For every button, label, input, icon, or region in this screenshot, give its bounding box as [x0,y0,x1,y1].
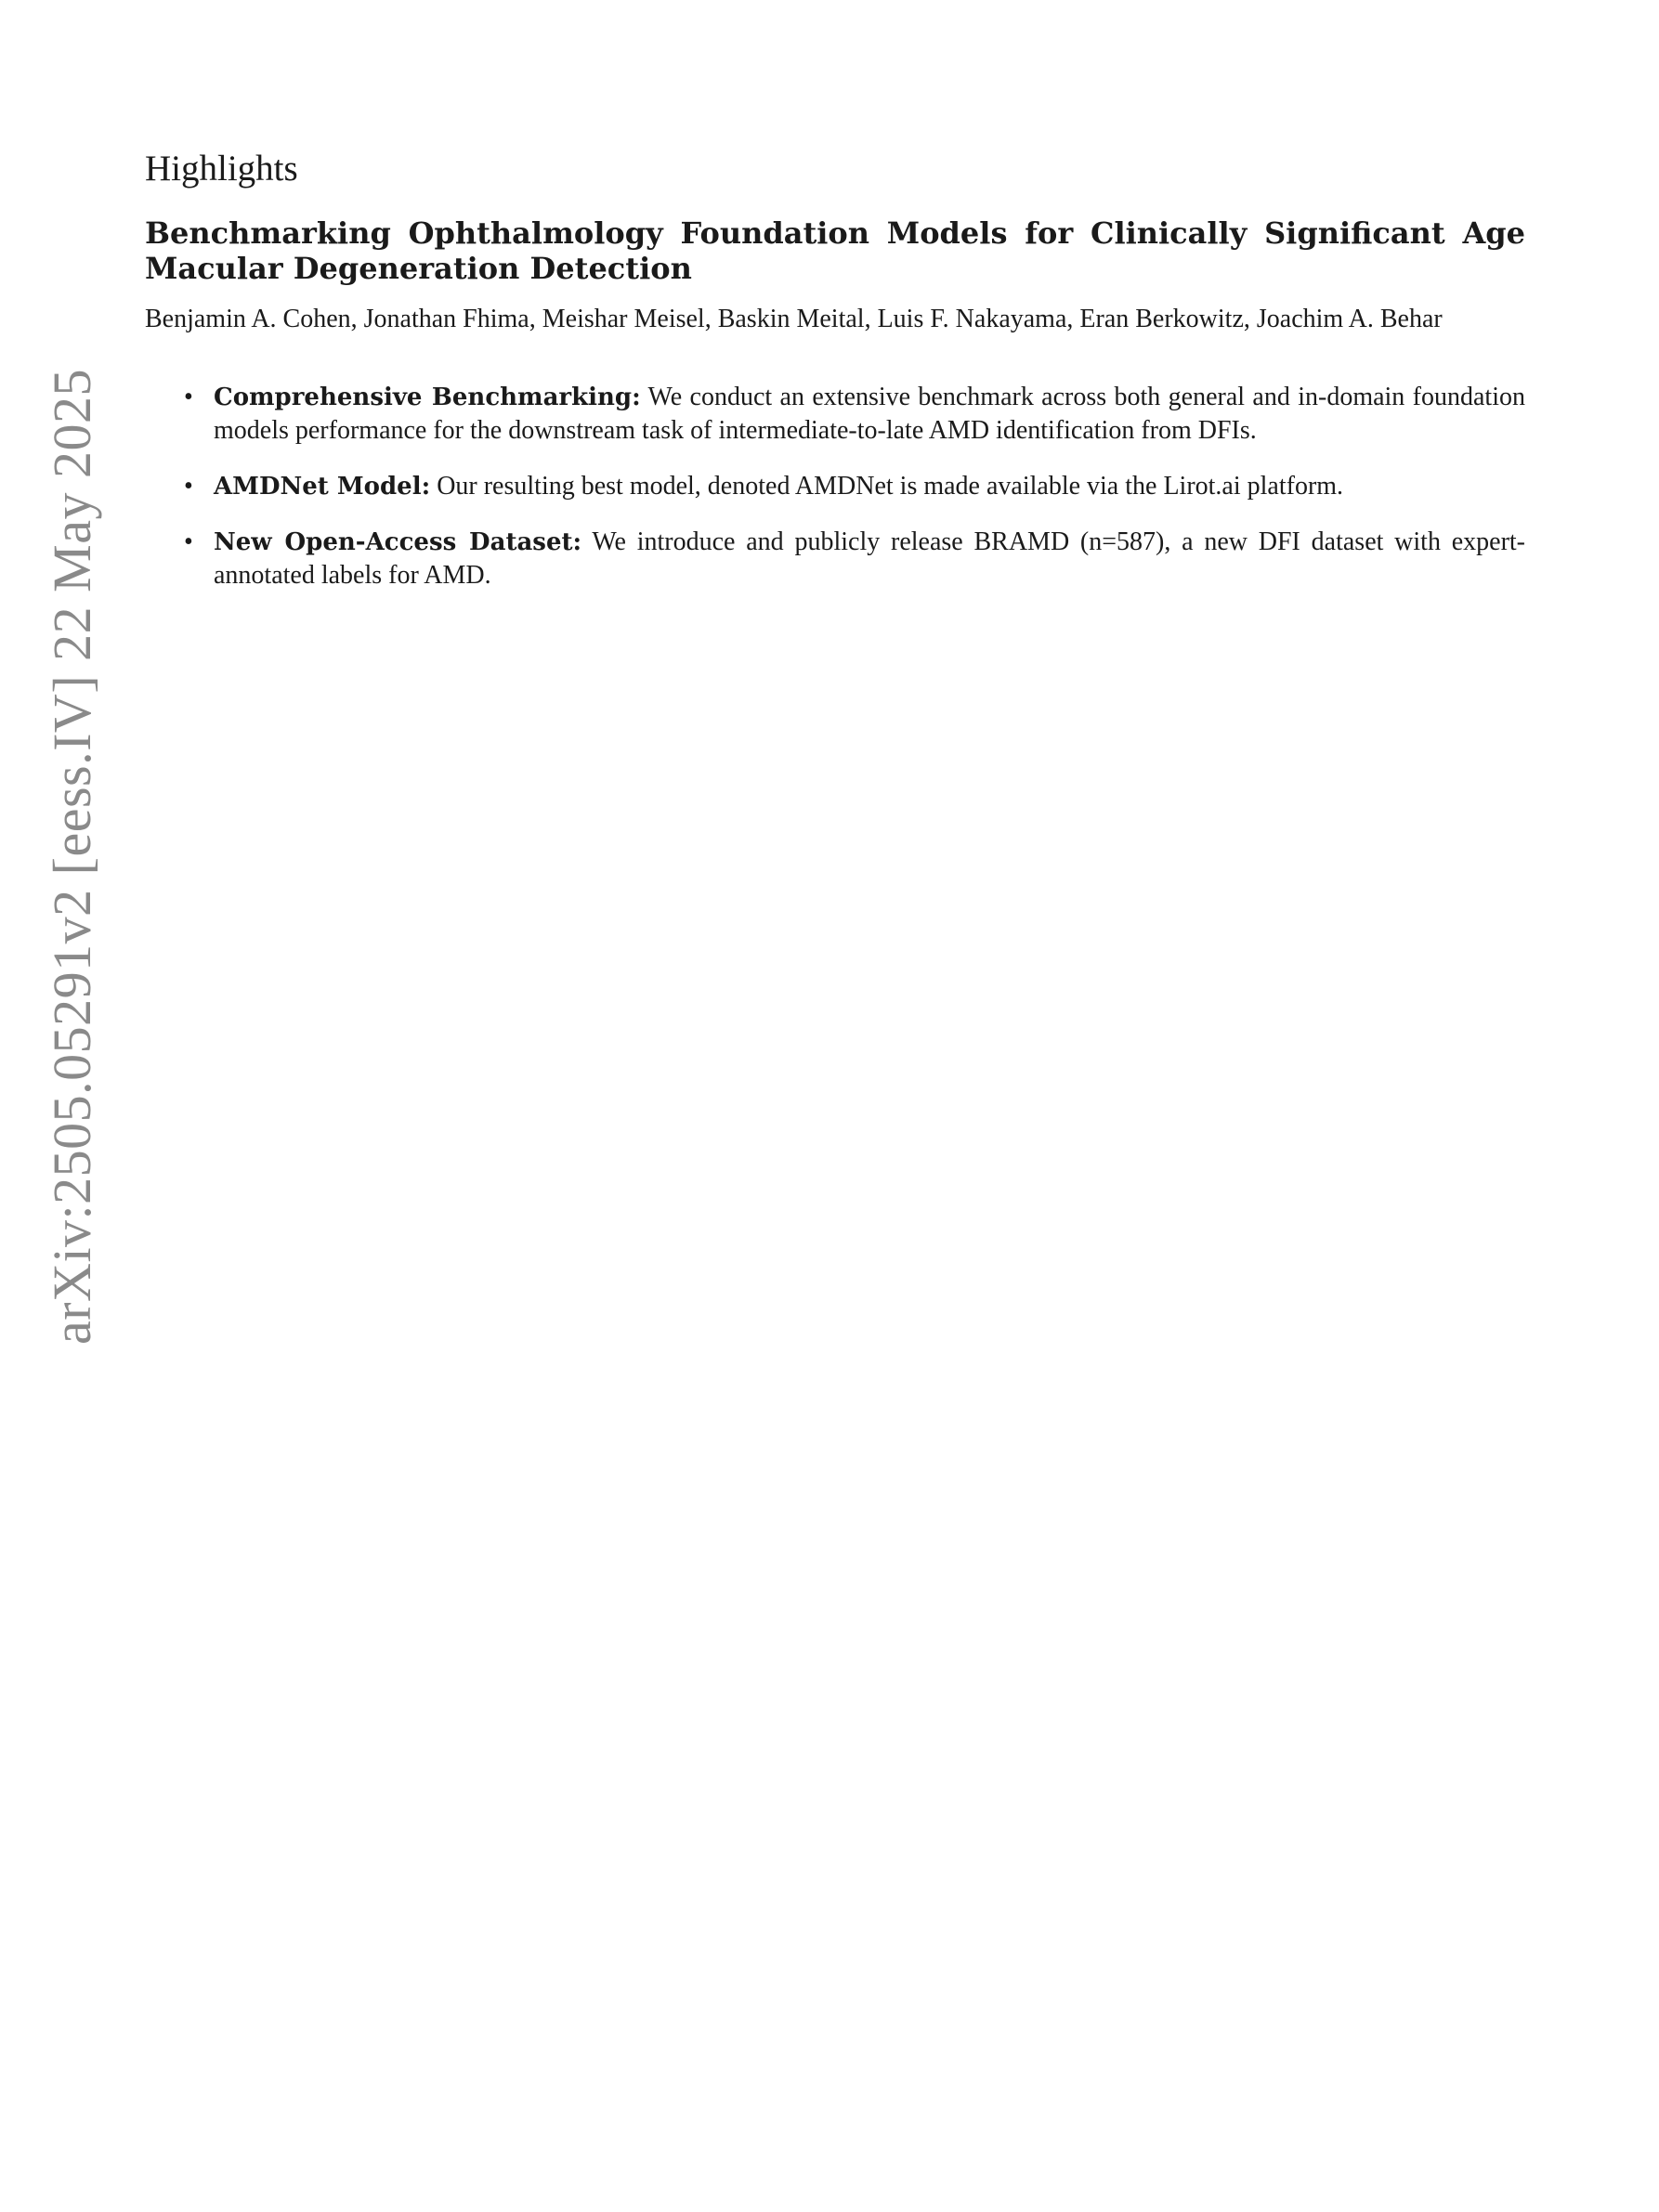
bullet-icon: • [184,472,193,501]
highlight-heading: New Open-Access Dataset: [214,528,582,556]
bullet-icon: • [184,527,193,556]
paper-title: Benchmarking Ophthalmology Foundation Models for Clinically Significant Age Macular Degeneration Detection [145,215,1525,286]
highlight-text: Our resulting best model, denoted AMDNet is made available via the Lirot.ai platform. [430,472,1344,501]
highlight-text: We introduce and publicly release BRAMD (n=587), a new DFI dataset with expert-annotated labels for AMD. [214,527,1526,590]
highlight-item [184,526,1526,592]
highlight-item [184,381,1525,448]
highlight-item [184,470,1525,503]
highlights-list [145,381,1525,592]
highlight-heading: Comprehensive Benchmarking: [214,384,641,411]
highlight-heading: AMDNet Model: [214,473,431,501]
section-label: Highlights [145,149,298,189]
highlight-text: We conduct an extensive benchmark across both general and in-domain foundation models performance for the downstream task of intermediate-to-late AMD identification from DFIs. [214,383,1525,445]
author-list: Benjamin A. Cohen, Jonathan Fhima, Meishar Meisel, Baskin Meital, Luis F. Nakayama, Eran Berkowitz, Joachim A. Behar [145,305,1443,333]
page-content [145,149,1525,615]
bullet-icon: • [184,383,193,411]
arxiv-stamp: arXiv:2505.05291v2 [eess.IV] 22 May 2025 [42,369,102,1345]
